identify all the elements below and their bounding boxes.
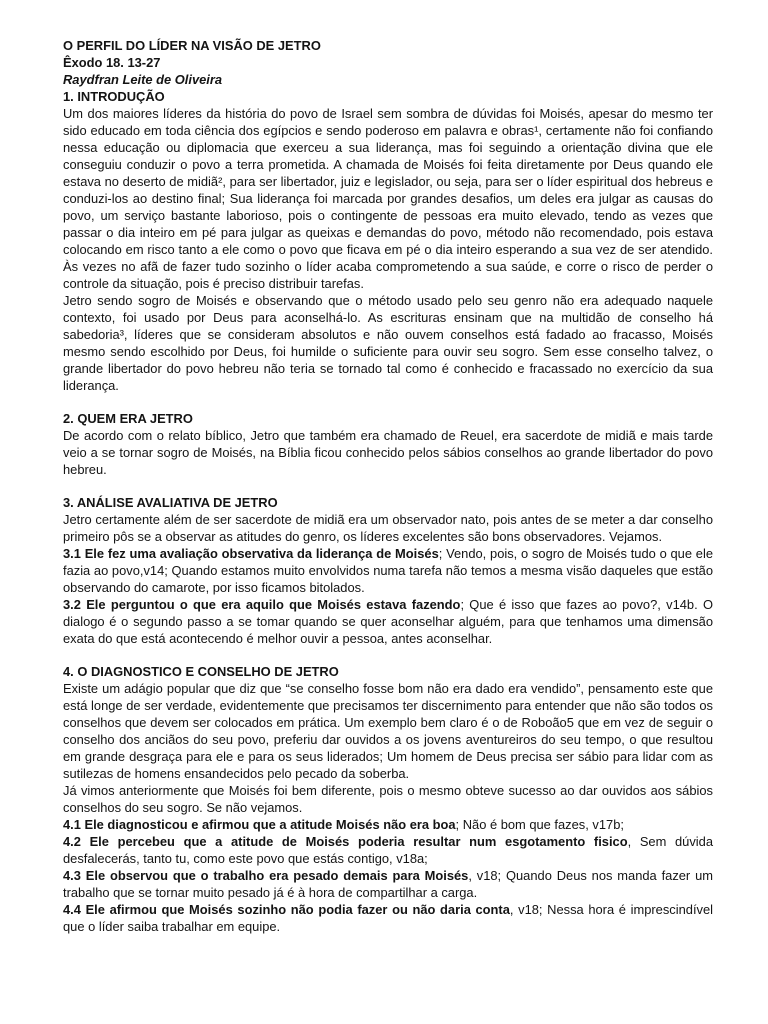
item-lead: 4.1 Ele diagnosticou e afirmou que a atitude Moisés não era boa — [63, 817, 456, 832]
document-title: O PERFIL DO LÍDER NA VISÃO DE JETRO — [63, 38, 321, 53]
list-item — [63, 867, 713, 901]
document-body — [63, 37, 713, 935]
paragraph: Já vimos anteriormente que Moisés foi bem diferente, pois o mesmo obteve sucesso ao dar ouvidos aos sábios conselhos do seu sogro. Se não vejamos. — [63, 783, 713, 815]
paragraph: Existe um adágio popular que diz que “se conselho fosse bom não era dado era vendido”, pensamento este que está longe de ser verdade, evidentemente que precisamos ter discernimento para entender que não são todos os conselhos que devem ser colocados em prática. Um exemplo bem claro é o de Roboão5 que em vez de seguir o conselho dos anciãos do seu povo, preferiu dar ouvidos a os jovens aventureiros do seu tempo, o que resultou em grande desgraça para ele e para os seus liderados; Um homem de Deus precisa ser sábio para lidar com as sutilezas de homens ensandecidos pelo pecado da soberba. — [63, 681, 713, 781]
section-heading: 4. O DIAGNOSTICO E CONSELHO DE JETRO — [63, 664, 339, 679]
section-quem-era-jetro — [63, 410, 713, 478]
section-heading: 3. ANÁLISE AVALIATIVA DE JETRO — [63, 495, 278, 510]
bible-reference: Êxodo 18. 13-27 — [63, 55, 161, 70]
paragraph: Jetro sendo sogro de Moisés e observando que o método usado pelo seu genro não era adequado naquele contexto, foi usado por Deus para aconselhá-lo. As escrituras ensinam que na multidão de conselho há sabedoria³, líderes que se consideram absolutos e não ouvem conselhos está fadado ao fracasso, Moisés mesmo sendo escolhido por Deus, foi humilde o suficiente para ouvir seu sogro. Sem esse conselho talvez, o grande libertador do povo hebreu não teria se tornado tal como é conhecido e fracassado no exercício da sua liderança. — [63, 293, 713, 393]
list-item — [63, 816, 713, 833]
item-lead: 4.4 Ele afirmou que Moisés sozinho não podia fazer ou não daria conta — [63, 902, 510, 917]
list-item — [63, 901, 713, 935]
section-diagnostico-conselho — [63, 663, 713, 935]
list-item — [63, 545, 713, 596]
section-heading: 2. QUEM ERA JETRO — [63, 411, 193, 426]
section-analise-avaliativa — [63, 494, 713, 647]
item-lead: 4.3 Ele observou que o trabalho era pesado demais para Moisés — [63, 868, 469, 883]
item-text: , Sem dúvida desfalecerás, tanto tu, como este povo que estás contigo, v18a; — [63, 834, 713, 866]
item-text: ; Vendo, pois, o sogro de Moisés tudo o que ele fazia ao povo,v14; Quando estamos muito envolvidos numa tarefa não temos a mesma visão daqueles que estão observando do camarote, por isso ficamos bitolados. — [63, 546, 713, 595]
section-heading: 1. INTRODUÇÃO — [63, 89, 165, 104]
item-text: ; Não é bom que fazes, v17b; — [455, 817, 624, 832]
paragraph: Um dos maiores líderes da história do povo de Israel sem sombra de dúvidas foi Moisés, apesar do mesmo ter sido educado em toda ciência dos egípcios e sendo poderoso em palavra e obras¹, certamente não foi confiando nessa educação ou diplomacia que exerceu a sua liderança, mas foi seguindo a orientação divina que ele conseguiu conduzir o povo a terra prometida. A chamada de Moisés foi feita diretamente por Deus quando ele estava no deserto de midiã², para ser libertador, juiz e legislador, ou seja, para ser o líder espiritual dos hebreus e conduzi-los ao destino final; Sua liderança foi marcada por grandes desafios, um deles era julgar as causas do povo, um serviço bastante laborioso, pois o contingente de pessoas era muito elevado, tendo as vezes que passar o dia inteiro em pé para julgar as queixas e demandas do povo, método não recomendado, pois estava colocando em risco tanto a ele como o povo que ficava em pé o dia inteiro esperando a sua vez de ser atendido. Às vezes no afã de fazer tudo sozinho o líder acaba comprometendo a sua saúde, e corre o risco de perder o controle da situação, pois é preciso distribuir tarefas. — [63, 106, 713, 291]
item-lead: 4.2 Ele percebeu que a atitude de Moisés poderia resultar num esgotamento fisico — [63, 834, 628, 849]
item-text: , v18; Quando Deus nos manda fazer um trabalho que se tornar muito pesado já é à hora de compartilhar a carga. — [63, 868, 713, 900]
item-text: , v18; Nessa hora é imprescindível que o líder saiba trabalhar em equipe. — [63, 902, 713, 934]
item-text: ; Que é isso que fazes ao povo?, v14b. O dialogo é o segundo passo a se tomar quando se quer aconselhar alguém, para que tenhamos uma dimensão exata do que está acontecendo é melhor ouvir a pessoa, antes aconselhar. — [63, 597, 713, 646]
author-name: Raydfran Leite de Oliveira — [63, 72, 223, 87]
list-item — [63, 833, 713, 867]
list-item — [63, 596, 713, 647]
item-lead: 3.1 Ele fez uma avaliação observativa da liderança de Moisés — [63, 546, 439, 561]
section-introducao — [63, 88, 713, 394]
paragraph: Jetro certamente além de ser sacerdote de midiã era um observador nato, pois antes de se meter a dar conselho primeiro pôs se a observar as atitudes do genro, os líderes excelentes são bons observadores. Vejamos. — [63, 512, 713, 544]
paragraph: De acordo com o relato bíblico, Jetro que também era chamado de Reuel, era sacerdote de midiã e mais tarde veio a se tornar sogro de Moisés, na Bíblia ficou conhecido pelos sábios conselhos ao grande libertador do povo hebreu. — [63, 428, 713, 477]
item-lead: 3.2 Ele perguntou o que era aquilo que Moisés estava fazendo — [63, 597, 461, 612]
